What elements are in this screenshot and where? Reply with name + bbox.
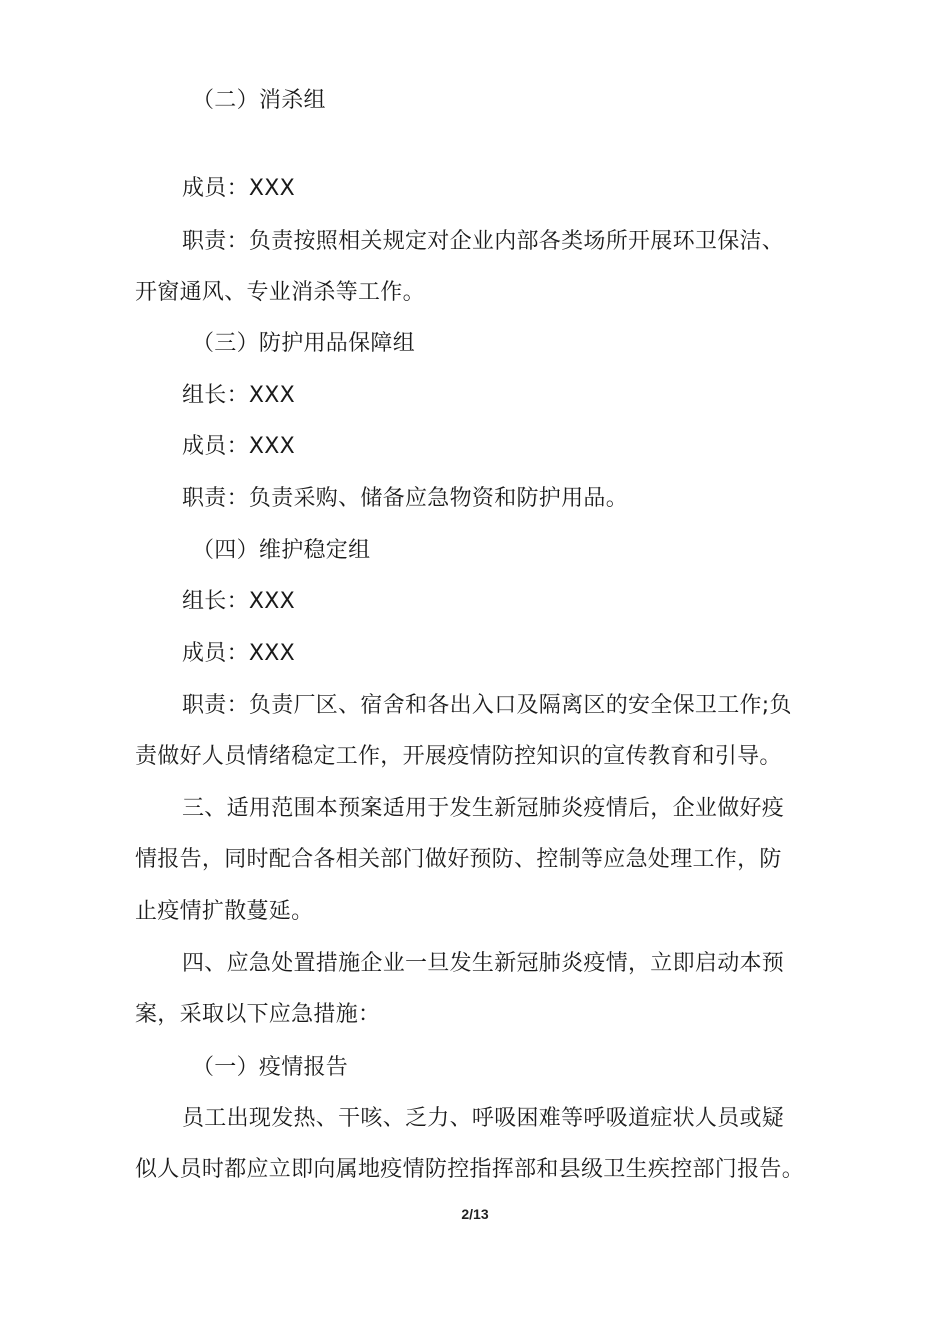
duty-line: 职责：负责采购、储备应急物资和防护用品。 [182,486,629,511]
heading-protective-supplies-group: （三）防护用品保障组 [192,331,416,356]
member-line: 成员：XXX [182,641,296,666]
paragraph-line: 开窗通风、专业消杀等工作。 [135,280,425,305]
paragraph-line: 案，采取以下应急措施： [135,1002,381,1027]
leader-line: 组长：XXX [182,589,296,614]
heading-epidemic-report: （一）疫情报告 [192,1055,349,1080]
paragraph-line: 情报告，同时配合各相关部门做好预防、控制等应急处理工作，防 [135,847,782,872]
leader-line: 组长：XXX [182,383,296,408]
paragraph-line: 员工出现发热、干咳、乏力、呼吸困难等呼吸道症状人员或疑 [182,1106,785,1131]
page-number: 2/13 [461,1206,489,1222]
section-three-line: 三、适用范围本预案适用于发生新冠肺炎疫情后，企业做好疫 [182,796,785,821]
heading-disinfection-group: （二）消杀组 [192,88,326,113]
duty-line: 职责：负责厂区、宿舍和各出入口及隔离区的安全保卫工作;负 [182,693,792,718]
duty-line: 职责：负责按照相关规定对企业内部各类场所开展环卫保洁、 [182,229,785,254]
paragraph-line: 似人员时都应立即向属地疫情防控指挥部和县级卫生疾控部门报告。 [135,1157,805,1182]
section-four-line: 四、应急处置措施企业一旦发生新冠肺炎疫情，立即启动本预 [182,951,785,976]
heading-stability-group: （四）维护稳定组 [192,538,371,563]
member-line: 成员：XXX [182,176,296,201]
member-line: 成员：XXX [182,434,296,459]
paragraph-line: 止疫情扩散蔓延。 [135,899,314,924]
paragraph-line: 责做好人员情绪稳定工作，开展疫情防控知识的宣传教育和引导。 [135,744,782,769]
